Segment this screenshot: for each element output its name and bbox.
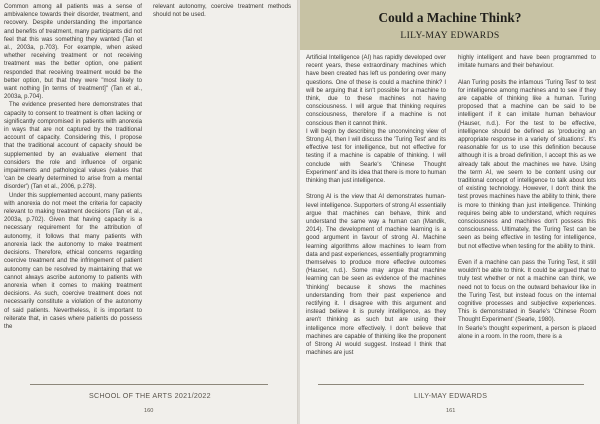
paragraph: Strong AI is the view that AI demonstrates human-level intelligence. Supporters of strong AI essentially argue that machines can behave, think and understand the same way a human can (Mandik, 2014). The development of machine learning is a good argument in favour of strong AI. Machine learning algorithms allow machines to learn from data and past experiences, essentially programming themselves to produce more effective outcomes (Hauser, n.d.). Some may argue that machine learning can be seen as evidence of the machines 'thinking' because it shows the machines understanding from their past experience and rectifying it. I disagree with this argument and instead believe it is purely intelligence, as they aren't thinking as such but are using their intelligence more effectively. I don't believe that machines are capable of thinking like the proponent of Strong AI would suggest. Instead I think that machines are just [306,194,446,357]
page-number: 161 [446,408,456,414]
article-header-band [300,0,600,50]
right-page-column-1 [306,54,446,378]
left-page-column-1 [4,3,142,388]
footer-rule [30,384,268,385]
left-page [0,0,298,424]
paragraph: The evidence presented here demonstrates that capacity to consent to treatment is often lacking or significantly compromised in patients with anorexia in ways that are not captured by the traditional account of capacity. Considering this, I propose that the traditional account of capacity should be supplemented by an evaluative element that considers the role and influence of organic impairments and pathological values (values that 'can be clearly determined to arise from a mental disorder') (Tan et al., 2006, p.278). [4,102,142,191]
right-page [300,0,600,424]
paragraph: Alan Turing posits the infamous 'Turing Test' to test for intelligence among machines and to see if they are capable of thinking like a human. Turing proposed that a machine can be said to be intelligent if it can imitate human behaviour (Hauser, n.d.). For the test to be effective, intelligence should be defined as 'producing an appropriate response in a variety of situations'. It's reasonable for us to use this definition because although it is a broad definition, I accept this as we already talk about the machines we have. Using the term AI, we seem to be content using our traditional concept of intelligence to talk about lots of existing technology. However, I don't think the test proves machines have the ability to think, there is more to thinking than just intelligence. Thinking requires being able to understand, which requires consciousness and machines don't possess this consciousness. Ultimately, the Turing Test can be seen as being effective in testing for intelligence, but not effective when testing for the ability to think. [458,79,596,250]
paragraph: Even if a machine can pass the Turing Test, it still wouldn't be able to think. It could be argued that to truly test whether or not a machine can think, we need not to focus on the outward behaviour like in the Turing Test, but instead focus on the internal cognitive processes and subjective experiences. This is demonstrated in Searle's 'Chinese Room Thought Experiment' (Searle, 1980). [458,260,596,324]
page-number: 160 [144,408,154,414]
left-page-column-2 [153,3,291,43]
article-title: Could a Machine Think? [378,10,522,25]
paragraph: I will begin by describing the unconvincing view of Strong AI, then I will discuss the 'Turing Test' and its effective test for intelligence, but not effective for testing if a machine is capable of thinking. I will conclude with Searle's 'Chinese Thought Experiment' and its idea that there is more to human thinking than just intelligence. [306,128,446,185]
footer-rule [318,384,584,385]
footer-journal-name: SCHOOL OF THE ARTS 2021/2022 [89,392,211,400]
right-page-column-2 [458,54,596,378]
paragraph: Common among all patients was a sense of ambivalence towards their disorder, treatment, and recovery. Despite understanding the importance and benefits of treatment, many participants did not feel that this was something they wanted (Tan et al., 2003a, p.703). For example, when asked whether receiving treatment or not receiving treatment was the better option, one patient responded that receiving treatment would be the better option, but that they were "most likely to want nothing [in terms of treatment]" (Tan et al., 2003a, p.704). [4,4,142,101]
paragraph: highly intelligent and have been programmed to imitate humans and their behaviour. [458,55,596,70]
paragraph: Artificial Intelligence (AI) has rapidly developed over recent years, these extraordinary machines which have been created has left us pondering over many questions. One of these is could a machine think? I will be arguing that it isn't possible for a machine to think, due to these machines not having consciousness. I will argue that thinking requires consciousness, therefore if a machine is not conscious then it cannot think. [306,55,446,127]
footer-author-name: LILY-MAY EDWARDS [414,392,488,400]
article-author: LILY-MAY EDWARDS [400,30,500,41]
paragraph: Under this supplemented account, many patients with anorexia do not meet the criteria for capacity relevant to making treatment decisions (Tan et al., 2003a, p.702). Given that having capacity is a necessary requirement for the attribution of autonomy, it follows that many patients with anorexia lack the autonomy to make treatment decisions. Therefore, ethical concerns regarding coercive treatment and the infringement of patient autonomy can be resolved by maintaining that we cannot always ascribe autonomy to patients with anorexia when it comes to making treatment decisions. As such, coercive treatment does not necessarily constitute a violation of the autonomy of said patients. Nevertheless, it is important to reiterate that, in cases where patients do possess the [4,192,142,330]
paragraph: relevant autonomy, coercive treatment methods should not be used. [153,4,291,19]
paragraph: In Searle's thought experiment, a person is placed alone in a room. In the room, there is a [458,325,596,340]
